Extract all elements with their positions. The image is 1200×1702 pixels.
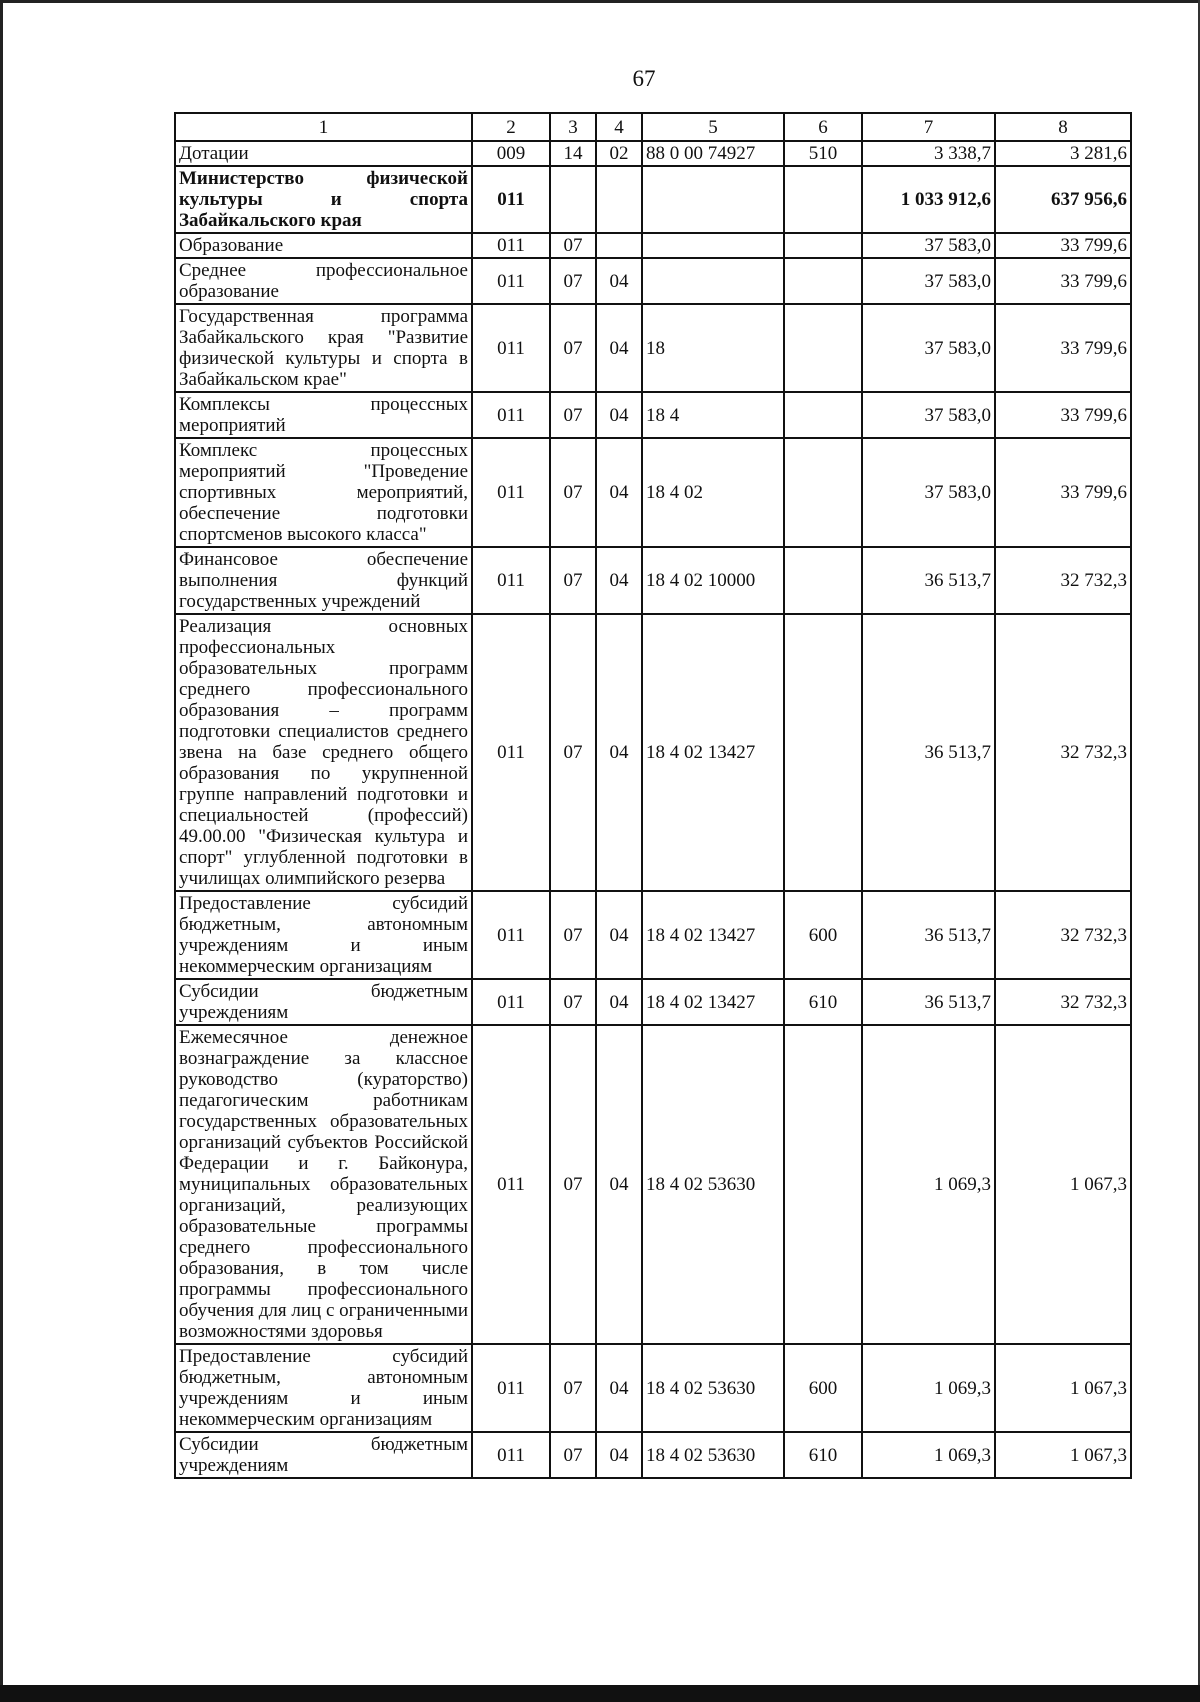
cell-amount-col8: 33 799,6	[995, 392, 1131, 438]
cell-expense-type: 610	[784, 1432, 862, 1478]
table-row	[175, 614, 1131, 891]
table-row	[175, 979, 1131, 1025]
cell-section: 07	[550, 614, 596, 891]
cell-gov-code: 011	[472, 166, 550, 233]
cell-amount-col8: 3 281,6	[995, 141, 1131, 166]
cell-name: Среднее профессиональное образование	[175, 258, 472, 304]
cell-name: Реализация основных профессиональных образовательных программ среднего профессионального образования – программ подготовки специалистов среднего звена на базе среднего общего образования по укрупненной группе направлений подготовки и специальностей (профессий) 49.00.00 "Физическая культура и спорт" углубленной подготовки в училищах олимпийского резерва	[175, 614, 472, 891]
cell-gov-code: 011	[472, 614, 550, 891]
cell-target-article: 18 4	[642, 392, 784, 438]
cell-amount-col7: 36 513,7	[862, 979, 995, 1025]
cell-subsection	[596, 233, 642, 258]
table-header-row	[175, 113, 1131, 141]
budget-table	[174, 112, 1132, 1479]
cell-expense-type	[784, 438, 862, 547]
cell-target-article: 18 4 02 53630	[642, 1025, 784, 1344]
scan-edge-top	[0, 0, 1200, 3]
cell-subsection: 02	[596, 141, 642, 166]
cell-gov-code: 009	[472, 141, 550, 166]
cell-subsection: 04	[596, 614, 642, 891]
cell-gov-code: 011	[472, 1344, 550, 1432]
cell-section: 07	[550, 258, 596, 304]
cell-amount-col8: 33 799,6	[995, 438, 1131, 547]
cell-amount-col7: 1 069,3	[862, 1025, 995, 1344]
cell-amount-col7: 37 583,0	[862, 304, 995, 392]
cell-gov-code: 011	[472, 1025, 550, 1344]
cell-name: Предоставление субсидий бюджетным, автономным учреждениям и иным некоммерческим организациям	[175, 891, 472, 979]
table-row	[175, 258, 1131, 304]
cell-name: Комплексы процессных мероприятий	[175, 392, 472, 438]
cell-section	[550, 166, 596, 233]
cell-expense-type: 510	[784, 141, 862, 166]
cell-gov-code: 011	[472, 438, 550, 547]
cell-target-article: 18 4 02 10000	[642, 547, 784, 614]
cell-amount-col7: 37 583,0	[862, 258, 995, 304]
cell-name: Финансовое обеспечение выполнения функций государственных учреждений	[175, 547, 472, 614]
cell-name: Ежемесячное денежное вознаграждение за классное руководство (кураторство) педагогическим работникам государственных образовательных организаций субъектов Российской Федерации и г. Байконура, муниципальных образовательных организаций, реализующих образовательные программы среднего профессионального образования, в том числе программы профессионального обучения для лиц с ограниченными возможностями здоровья	[175, 1025, 472, 1344]
cell-amount-col7: 36 513,7	[862, 547, 995, 614]
cell-gov-code: 011	[472, 392, 550, 438]
cell-subsection: 04	[596, 392, 642, 438]
table-row	[175, 392, 1131, 438]
header-col-7: 7	[862, 113, 995, 141]
scan-edge-bottom	[0, 1685, 1200, 1702]
table-row	[175, 1432, 1131, 1478]
page-number: 67	[632, 66, 656, 91]
table-row	[175, 438, 1131, 547]
cell-subsection: 04	[596, 547, 642, 614]
cell-expense-type	[784, 166, 862, 233]
cell-amount-col7: 36 513,7	[862, 891, 995, 979]
cell-subsection: 04	[596, 1344, 642, 1432]
cell-subsection: 04	[596, 1025, 642, 1344]
table-row	[175, 891, 1131, 979]
cell-amount-col7: 1 069,3	[862, 1344, 995, 1432]
cell-section: 07	[550, 1432, 596, 1478]
cell-target-article: 18 4 02 53630	[642, 1344, 784, 1432]
cell-amount-col7: 3 338,7	[862, 141, 995, 166]
cell-subsection: 04	[596, 304, 642, 392]
cell-subsection: 04	[596, 258, 642, 304]
cell-subsection: 04	[596, 979, 642, 1025]
cell-target-article: 18 4 02 53630	[642, 1432, 784, 1478]
header-col-8: 8	[995, 113, 1131, 141]
cell-expense-type: 600	[784, 891, 862, 979]
cell-expense-type	[784, 258, 862, 304]
cell-amount-col8: 1 067,3	[995, 1344, 1131, 1432]
cell-gov-code: 011	[472, 304, 550, 392]
header-col-6: 6	[784, 113, 862, 141]
cell-gov-code: 011	[472, 258, 550, 304]
cell-name: Предоставление субсидий бюджетным, автономным учреждениям и иным некоммерческим организациям	[175, 1344, 472, 1432]
cell-amount-col7: 1 033 912,6	[862, 166, 995, 233]
table-row	[175, 304, 1131, 392]
cell-subsection: 04	[596, 891, 642, 979]
cell-section: 07	[550, 979, 596, 1025]
cell-amount-col7: 37 583,0	[862, 233, 995, 258]
cell-amount-col7: 37 583,0	[862, 392, 995, 438]
cell-expense-type	[784, 392, 862, 438]
cell-section: 07	[550, 392, 596, 438]
cell-gov-code: 011	[472, 233, 550, 258]
cell-amount-col8: 32 732,3	[995, 891, 1131, 979]
cell-expense-type	[784, 614, 862, 891]
cell-subsection: 04	[596, 1432, 642, 1478]
cell-amount-col8: 33 799,6	[995, 233, 1131, 258]
cell-name: Государственная программа Забайкальского края "Развитие физической культуры и спорта в Забайкальском крае"	[175, 304, 472, 392]
table-row	[175, 166, 1131, 233]
cell-target-article: 18 4 02 13427	[642, 614, 784, 891]
cell-name: Субсидии бюджетным учреждениям	[175, 1432, 472, 1478]
cell-name: Субсидии бюджетным учреждениям	[175, 979, 472, 1025]
cell-target-article: 18 4 02	[642, 438, 784, 547]
cell-section: 07	[550, 438, 596, 547]
cell-name: Комплекс процессных мероприятий "Проведение спортивных мероприятий, обеспечение подготовки спортсменов высокого класса"	[175, 438, 472, 547]
cell-amount-col7: 37 583,0	[862, 438, 995, 547]
cell-target-article: 88 0 00 74927	[642, 141, 784, 166]
cell-amount-col8: 1 067,3	[995, 1432, 1131, 1478]
cell-expense-type	[784, 304, 862, 392]
cell-expense-type: 610	[784, 979, 862, 1025]
cell-name: Министерство физической культуры и спорта Забайкальского края	[175, 166, 472, 233]
cell-name: Дотации	[175, 141, 472, 166]
cell-subsection	[596, 166, 642, 233]
cell-target-article: 18	[642, 304, 784, 392]
cell-amount-col7: 1 069,3	[862, 1432, 995, 1478]
cell-amount-col8: 32 732,3	[995, 547, 1131, 614]
cell-target-article	[642, 166, 784, 233]
cell-gov-code: 011	[472, 1432, 550, 1478]
cell-amount-col7: 36 513,7	[862, 614, 995, 891]
header-col-5: 5	[642, 113, 784, 141]
cell-amount-col8: 637 956,6	[995, 166, 1131, 233]
table-row	[175, 1344, 1131, 1432]
cell-section: 07	[550, 547, 596, 614]
cell-amount-col8: 32 732,3	[995, 614, 1131, 891]
cell-section: 07	[550, 233, 596, 258]
scan-edge-left	[0, 0, 3, 1702]
table-row	[175, 141, 1131, 166]
table-row	[175, 233, 1131, 258]
cell-gov-code: 011	[472, 891, 550, 979]
cell-gov-code: 011	[472, 547, 550, 614]
cell-amount-col8: 32 732,3	[995, 979, 1131, 1025]
cell-section: 14	[550, 141, 596, 166]
cell-name: Образование	[175, 233, 472, 258]
cell-section: 07	[550, 1025, 596, 1344]
header-col-2: 2	[472, 113, 550, 141]
cell-target-article: 18 4 02 13427	[642, 979, 784, 1025]
cell-expense-type	[784, 233, 862, 258]
header-col-1: 1	[175, 113, 472, 141]
cell-target-article: 18 4 02 13427	[642, 891, 784, 979]
cell-subsection: 04	[596, 438, 642, 547]
cell-gov-code: 011	[472, 979, 550, 1025]
cell-amount-col8: 33 799,6	[995, 304, 1131, 392]
cell-section: 07	[550, 304, 596, 392]
cell-expense-type	[784, 547, 862, 614]
cell-expense-type: 600	[784, 1344, 862, 1432]
cell-amount-col8: 1 067,3	[995, 1025, 1131, 1344]
table-row	[175, 547, 1131, 614]
cell-target-article	[642, 233, 784, 258]
cell-section: 07	[550, 891, 596, 979]
cell-target-article	[642, 258, 784, 304]
cell-expense-type	[784, 1025, 862, 1344]
table-row	[175, 1025, 1131, 1344]
cell-section: 07	[550, 1344, 596, 1432]
cell-amount-col8: 33 799,6	[995, 258, 1131, 304]
header-col-3: 3	[550, 113, 596, 141]
header-col-4: 4	[596, 113, 642, 141]
